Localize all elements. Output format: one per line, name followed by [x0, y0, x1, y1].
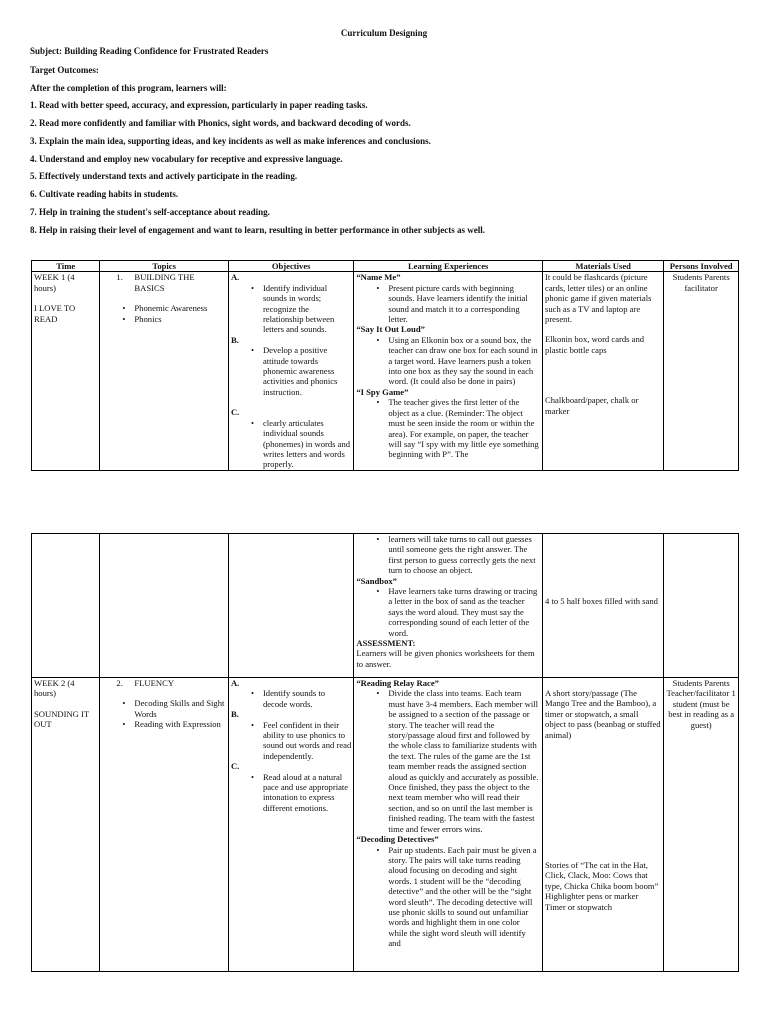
activity-description: • Have learners take turns drawing or tracing a letter in the box of sand as the teacher says the word aloud. They must say the corresponding sound of each letter of the word.: [388, 586, 540, 638]
week1-persons-cell: [664, 272, 739, 470]
week1-topic: BUILDING THE BASICS: [134, 272, 195, 293]
week1-topics-cell: [100, 272, 229, 470]
header-materials: Materials Used: [543, 261, 664, 272]
objective-label: A.: [230, 272, 240, 283]
activity-title: “Reading Relay Race”: [356, 678, 439, 688]
objective-label: C.: [230, 761, 240, 772]
material-item: A short story/passage (The Mango Tree and the Bamboo), a timer or stopwatch, a small object to pass (beanbag or stuffed animal): [545, 688, 661, 740]
activity-title: “Sandbox”: [356, 575, 397, 586]
header-learning-experiences: Learning Experiences: [354, 261, 543, 272]
persons-involved: Students Parents facilitator: [672, 272, 730, 293]
subtopic-item: • Reading with Expression: [134, 719, 226, 729]
material-item: 4 to 5 half boxes filled with sand: [545, 596, 658, 606]
outcome-item: 5. Effectively understand texts and actively participate in the reading.: [30, 171, 298, 181]
topic-number: 2.: [116, 678, 123, 688]
week2-time-cell: [32, 678, 100, 972]
objective-item: • clearly articulates individual sounds (phonemes) in words and writes letters and words properly.: [263, 418, 351, 470]
outcome-item: 3. Explain the main idea, supporting ideas, and key incidents as well as make inferences and conclusions.: [30, 136, 431, 146]
continued-learning-cell: [354, 534, 543, 678]
subtopic-item: • Decoding Skills and Sight Words: [134, 698, 226, 719]
activity-title: “I Spy Game”: [356, 386, 409, 397]
material-item: Elkonin box, word cards and plastic bottle caps: [545, 334, 645, 355]
subtopic-item: • Phonics: [134, 314, 226, 324]
document-title: Curriculum Designing: [340, 28, 428, 38]
assessment-title: ASSESSMENT:: [356, 638, 416, 649]
objective-item: • Identify individual sounds in words; recognize the relationship between letters and sounds.: [263, 283, 351, 335]
subtopic-item: • Phonemic Awareness: [134, 303, 226, 313]
week2-materials-cell: [543, 678, 664, 972]
objective-label: B.: [230, 709, 239, 720]
activity-description: • Using an Elkonin box or a sound box, the teacher can draw one box for each sound in a target word. Have learners push a token into one box as they say the sound in each word. (It could also be done in pairs): [388, 335, 540, 387]
outcome-item: 8. Help in raising their level of engagement and want to learn, resulting in better performance in other subjects as well.: [30, 225, 486, 235]
week2-topic: FLUENCY: [134, 678, 175, 688]
header-topics: Topics: [100, 261, 229, 272]
header-persons: Persons Involved: [664, 261, 739, 272]
week2-time: WEEK 2 (4 hours): [34, 678, 75, 699]
week1-objectives-cell: [228, 272, 353, 470]
material-item: It could be flashcards (picture cards, letter tiles) or an online phonic game if given materials such as a TV and laptop are present.: [545, 272, 652, 325]
target-outcomes-heading: Target Outcomes:: [30, 65, 99, 75]
activity-description: • Present picture cards with beginning sounds. Have learners identify the initial sound and match it to a corresponding letter.: [388, 283, 540, 325]
curriculum-table-week1: [31, 260, 739, 471]
activity-title: “Say It Out Loud”: [356, 324, 425, 335]
material-item: Stories of “The cat in the Hat, Click, Clack, Moo: Cows that type, Chicka Chika boom boom”: [545, 860, 659, 891]
intro-line: After the completion of this program, learners will:: [30, 83, 227, 93]
objective-label: A.: [230, 678, 240, 688]
week2-title: SOUNDING IT OUT: [34, 708, 89, 730]
outcome-item: 1. Read with better speed, accuracy, and expression, particularly in paper reading tasks.: [30, 100, 368, 110]
outcome-item: 2. Read more confidently and familiar with Phonics, sight words, and backward decoding of words.: [30, 118, 411, 128]
material-item: Timer or stopwatch: [545, 901, 613, 912]
activity-title: “Name Me”: [356, 272, 401, 283]
topic-number: 1.: [116, 272, 123, 283]
week2-persons-cell: [664, 678, 739, 972]
week1-learning-cell: [354, 272, 543, 470]
assessment-text: Learners will be given phonics worksheets for them to answer.: [356, 648, 535, 669]
outcome-item: 7. Help in training the student's self-acceptance about reading.: [30, 207, 270, 217]
header-objectives: Objectives: [228, 261, 353, 272]
subject-line: Subject: Building Reading Confidence for Frustrated Readers: [30, 46, 269, 56]
week1-time: WEEK 1 (4 hours): [34, 272, 75, 293]
week1-materials-cell: [543, 272, 664, 470]
continued-materials-cell: [543, 534, 664, 678]
week2-learning-cell: [354, 678, 543, 972]
week2-objectives-cell: [228, 678, 353, 972]
activity-description: • Divide the class into teams. Each team must have 3-4 members. Each member will be assigned to a section of the passage or story. The teacher will read the story/passage aloud first and followed by the whole class to familiarize students with the text. The rules of the game are the 1st team member reads the assigned section aloud as quickly and accurately as possible. Once finished, they pass the object to the next team member who will read their section, and so on until the last member is finished reading. The team with the fastest time and fewer errors wins.: [388, 688, 540, 834]
header-time: Time: [32, 261, 100, 272]
week1-title: I LOVE TO READ: [34, 303, 76, 324]
curriculum-table-week2: [31, 533, 739, 972]
persons-involved: Students Parents Teacher/facilitator 1 student (must be best in reading as a guest): [666, 678, 736, 730]
objective-item: • Identify sounds to decode words.: [263, 688, 351, 709]
activity-title: “Decoding Detectives”: [356, 834, 439, 845]
objective-label: B.: [230, 334, 239, 345]
objective-item: • Develop a positive attitude towards phonemic awareness activities and phonics instruction.: [263, 345, 351, 397]
objective-label: C.: [230, 407, 240, 418]
material-item: Highlighter pens or marker: [545, 891, 639, 902]
week1-time-cell: [32, 272, 100, 470]
outcome-item: 6. Cultivate reading habits in students.: [30, 189, 179, 199]
material-item: Chalkboard/paper, chalk or marker: [545, 395, 639, 416]
objective-item: • Read aloud at a natural pace and use appropriate intonation to express different emotions.: [263, 772, 351, 814]
week2-topics-cell: [100, 678, 229, 972]
outcome-item: 4. Understand and employ new vocabulary for receptive and expressive language.: [30, 154, 343, 164]
activity-description: • Pair up students. Each pair must be given a story. The pairs will take turns reading aloud focusing on decoding and sight words. 1 student will be the “decoding detective” and the other will be the “sight word sleuth”. The decoding detective will use phonic skills to sound out unfamiliar words and highlight them in one color while the sight word sleuth will identify and: [388, 845, 540, 949]
activity-description: • learners will take turns to call out guesses until someone gets the right answer. The first person to guess correctly gets the next turn to choose an object.: [388, 534, 540, 576]
activity-description: • The teacher gives the first letter of the object as a clue. (Reminder: The object must be seen inside the room or within the area). For example, on paper, the teacher will say “I spy with my little eye something beginning with P”. The: [388, 397, 540, 459]
objective-item: • Feel confident in their ability to use phonics to sound out words and read independently.: [263, 720, 351, 762]
